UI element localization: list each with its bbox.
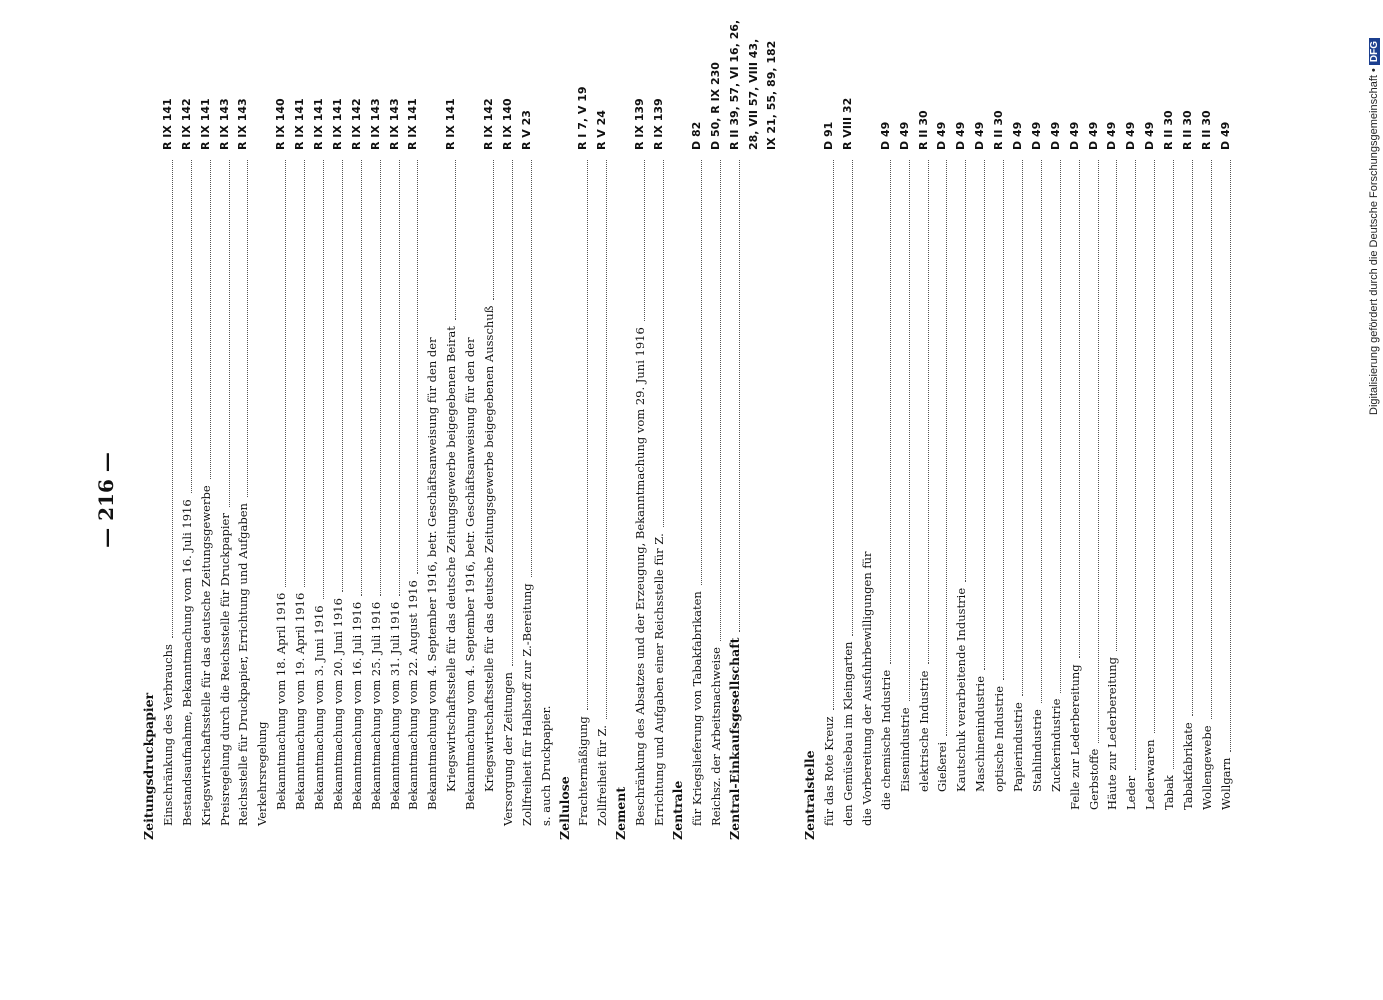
entry-text: Bestandsaufnahme, Bekanntmachung vom 16. Juli 1916 [179,499,194,826]
dot-leader [222,160,230,507]
index-entry [877,121,896,840]
entry-reference: R II 39, 57, VI 16, 26, [727,19,741,150]
entry-reference: D 49 [1029,121,1043,150]
index-entry [499,98,518,840]
digitization-credit [1368,10,1382,990]
dot-leader [1053,160,1061,693]
index-entry [178,98,197,840]
index-entry [442,98,461,840]
entry-reference: R IX 141 [160,98,174,150]
entry-text: Zement [613,786,629,840]
entry-reference: D 50, R IX 230 [708,62,722,150]
index-entry [1085,121,1104,840]
index-entry [272,98,291,840]
dot-leader [1128,160,1136,770]
dot-leader [599,160,607,719]
entry-text: Wollengewebe [1199,725,1214,810]
entry-text: Zellulose [556,776,572,840]
index-entry [1066,121,1085,840]
dot-leader [1015,160,1023,696]
entry-reference: R IX 141 [330,98,344,150]
dot-leader [373,160,381,596]
entry-text: Wollgarn [1218,757,1233,810]
index-entry [329,98,348,840]
index-entry [745,38,764,840]
entry-reference: R IX 143 [387,98,401,150]
dot-leader [1109,160,1117,651]
entry-text: Maschinenindustrie [973,675,988,792]
entry-reference: R II 30 [1180,110,1194,150]
entry-text: den Gemüsebau im Kleingarten [840,641,855,826]
dot-leader [656,160,664,527]
entry-text: Felle zur Lederbereitung [1067,664,1082,810]
index-heading [612,160,631,840]
dot-leader [335,160,343,592]
index-entry [763,40,782,840]
entry-reference: R IX 143 [368,98,382,150]
entry-text: Bekanntmachung vom 20. Juni 1916 [330,598,345,810]
entry-reference: D 49 [973,121,987,150]
index-entry [933,121,952,840]
dot-leader [921,160,929,664]
entry-text: s. auch Druckpapier. [538,705,553,826]
index-entry [707,62,726,840]
entry-reference: R IX 142 [482,98,496,150]
entry-text: Tabak [1162,775,1177,810]
entry-text: Versorgung der Zeitungen [500,672,515,826]
entry-reference: R II 30 [1199,110,1213,150]
index-entry [990,110,1009,840]
index-entry [820,121,839,840]
index-entry [1179,110,1198,840]
entry-reference: R IX 139 [652,98,666,150]
entry-reference: R I 7, V 19 [576,86,590,150]
dot-leader [184,160,192,493]
index-entry [1028,121,1047,840]
dot-leader [694,160,702,585]
entry-text: Zeitungsdruckpapier [141,692,156,840]
entry-text: Reichsstelle für Druckpapier, Errichtung und Aufgaben [236,503,251,826]
index-entry [1122,121,1141,840]
entry-text: Beschränkung des Absatzes und der Erzeugung, Bekanntmachung vom 29. Juni 1916 [633,327,648,826]
entry-text: Gerbstoffe [1086,748,1101,810]
index-entry [858,160,877,840]
dot-leader [278,160,286,587]
index-entry [253,160,272,840]
entry-text: Leder [1124,775,1139,810]
dot-leader [977,160,985,670]
dot-leader [826,160,834,710]
entry-text: die Vorbereitung der Ausfuhrbewilligungen für [859,551,874,826]
dot-leader [448,160,456,320]
dot-leader [958,160,966,582]
entry-reference: D 49 [954,121,968,150]
entry-text: Bekanntmachung vom 4. September 1916, betr. Geschäftsanweisung für den der [463,337,478,810]
entry-text: Reichsz. der Arbeitsnachweise [708,647,723,826]
index-heading [669,160,688,840]
entry-reference: R IX 140 [274,98,288,150]
entry-text: für Kriegslieferung von Tabakfabrikaten [689,591,704,826]
index-entry [386,98,405,840]
entry-reference: R IX 142 [179,98,193,150]
entry-text: Bekanntmachung vom 31. Juli 1916 [387,601,402,810]
index-entry [480,98,499,840]
dot-leader [902,160,910,701]
index-heading [726,19,745,840]
dot-leader [410,160,418,574]
entry-text: Einschränkung des Verbrauchs [160,644,175,826]
entry-text: Zollfreiheit für Halbstoff zur Z.-Bereitung [519,583,534,826]
entry-text: Bekanntmachung vom 18. April 1916 [274,592,289,810]
entry-text: Lederwaren [1143,739,1158,810]
dot-leader [316,160,324,599]
index-entry [1198,110,1217,840]
entry-reference: R IX 141 [312,98,326,150]
entry-reference: R V 24 [595,110,609,150]
dot-leader [1166,160,1174,769]
index-entry [1103,121,1122,840]
dot-leader [713,160,721,641]
dot-leader [354,160,362,596]
index-entry [688,121,707,840]
index-entry [367,98,386,840]
entry-text: Kriegswirtschaftsstelle für das deutsche Zeitungsgewerbe beigegebenen Beirat [444,326,459,792]
page-number-text: — 216 — [94,452,118,548]
entry-reference: D 49 [1048,121,1062,150]
entry-text: Tabakfabrikate [1180,722,1195,810]
credit-text: Digitalisierung gefördert durch die Deutsche Forschungsgemeinschaft • [1368,68,1380,415]
index-entry [1160,110,1179,840]
index-entry [839,97,858,840]
index-entry [1141,121,1160,840]
index-entry [782,160,801,840]
entry-reference: D 49 [1086,121,1100,150]
index-entry [971,121,990,840]
entry-reference: R II 30 [1162,110,1176,150]
entry-reference: D 91 [822,121,836,150]
dfg-logo: DFG [1369,38,1380,65]
index-entry [216,98,235,840]
index-entry [952,121,971,840]
index-page [140,19,1240,840]
dot-leader [883,160,891,664]
entry-text: Bekanntmachung vom 3. Juni 1916 [312,605,327,810]
entry-reference: D 49 [1143,121,1157,150]
entry-text: Errichtung und Aufgaben einer Reichsstelle für Z. [652,533,667,826]
entry-reference: R IX 141 [198,98,212,150]
dot-leader [392,160,400,596]
entry-reference: R IX 141 [444,98,458,150]
entry-reference: R IX 139 [633,98,647,150]
dot-leader [486,160,494,300]
entry-reference: R IX 141 [406,98,420,150]
dot-leader [732,160,740,632]
entry-text: Frachtermäßigung [576,716,591,826]
entry-text: Kriegswirtschaftsstelle für das deutsche Zeitungsgewerbe beigegebenen Ausschuß [482,305,497,792]
dot-leader [1034,160,1042,703]
entry-reference: D 49 [897,121,911,150]
index-entry [404,98,423,840]
dot-leader [996,160,1004,680]
dot-leader [580,160,588,710]
index-entry [159,98,178,840]
entry-text: Gießerei [935,741,950,792]
index-entry [1009,121,1028,840]
dot-leader [297,160,305,587]
entry-text: für das Rote Kreuz [822,716,837,826]
entry-reference: R VIII 32 [840,97,854,150]
index-entry [650,98,669,840]
entry-text: Zuckerindustrie [1048,698,1063,792]
entry-text: Bekanntmachung vom 16. Juli 1916 [349,601,364,810]
index-entry [234,98,253,840]
index-entry [423,160,442,840]
entry-reference: IX 21, 55, 89, 182 [765,40,779,150]
index-entry [291,98,310,840]
entry-reference: 28, VII 57, VIII 43, [746,38,760,150]
entry-reference: D 49 [1067,121,1081,150]
dot-leader [203,160,211,479]
dot-leader [1147,160,1155,733]
index-entry [1047,121,1066,840]
entry-text: die chemische Industrie [878,669,893,810]
dot-leader [1223,160,1231,752]
index-entry [593,110,612,840]
entry-reference: R IX 142 [349,98,363,150]
dot-leader [1204,160,1212,719]
index-entries [140,19,1236,840]
entry-reference: R IX 143 [217,98,231,150]
entry-reference: D 49 [878,121,892,150]
index-entry [915,110,934,840]
entry-reference: D 82 [689,121,703,150]
entry-text: Zollfreiheit für Z. [595,725,610,826]
entry-reference: D 49 [935,121,949,150]
dot-leader [1185,160,1193,716]
entry-text: Papierindustrie [1010,702,1025,792]
dot-leader [165,160,173,638]
entry-reference: R IX 141 [293,98,307,150]
entry-text: Verkehrsregelung [255,721,270,826]
entry-text: Bekanntmachung vom 19. April 1916 [293,592,308,810]
index-entry [1217,121,1236,840]
dot-leader [505,160,513,666]
index-entry [574,86,593,840]
index-heading [801,160,820,840]
dot-leader [637,160,645,321]
index-entry [631,98,650,840]
index-entry [197,98,216,840]
entry-text: Bekanntmachung vom 25. Juli 1916 [368,601,383,810]
entry-text: Preisregelung durch die Reichsstelle für Druckpapier [217,513,232,826]
dot-leader [939,160,947,736]
index-entry [348,98,367,840]
dot-leader [240,160,248,497]
index-entry [518,110,537,840]
entry-reference: R II 30 [916,110,930,150]
entry-text: elektrische Industrie [916,670,931,792]
entry-text: Bekanntmachung vom 22. August 1916 [406,580,421,810]
entry-text: Eisenindustrie [897,707,912,792]
index-heading [140,160,159,840]
dot-leader [845,160,853,636]
index-entry [310,98,329,840]
entry-text: Stahlindustrie [1029,709,1044,792]
dot-leader [1072,160,1080,658]
page-number [92,410,120,590]
entry-text: Häute zur Lederbereitung [1105,656,1120,810]
entry-reference: D 49 [1124,121,1138,150]
entry-text: Zentral-Einkaufsgesellschaft [726,637,742,840]
entry-reference: R V 23 [519,110,533,150]
index-heading [556,160,575,840]
index-entry [896,121,915,840]
dot-leader [1091,160,1099,743]
entry-text: Kautschuk verarbeitende Industrie [954,587,969,792]
entry-text: Kriegswirtschaftsstelle für das deutsche Zeitungsgewerbe [198,485,213,826]
entry-reference: R II 30 [992,110,1006,150]
index-entry [461,160,480,840]
entry-reference: D 49 [1010,121,1024,150]
index-entry [537,160,556,840]
entry-text: Bekanntmachung vom 4. September 1916, betr. Geschäftsanweisung für den der [425,337,440,810]
entry-reference: R IX 140 [500,98,514,150]
entry-reference: R IX 143 [236,98,250,150]
entry-reference: D 49 [1218,121,1232,150]
entry-text: optische Industrie [992,685,1007,792]
entry-reference: D 49 [1105,121,1119,150]
entry-text: Zentralstelle [802,750,818,840]
dot-leader [524,160,532,577]
entry-text: Zentrale [669,780,685,840]
